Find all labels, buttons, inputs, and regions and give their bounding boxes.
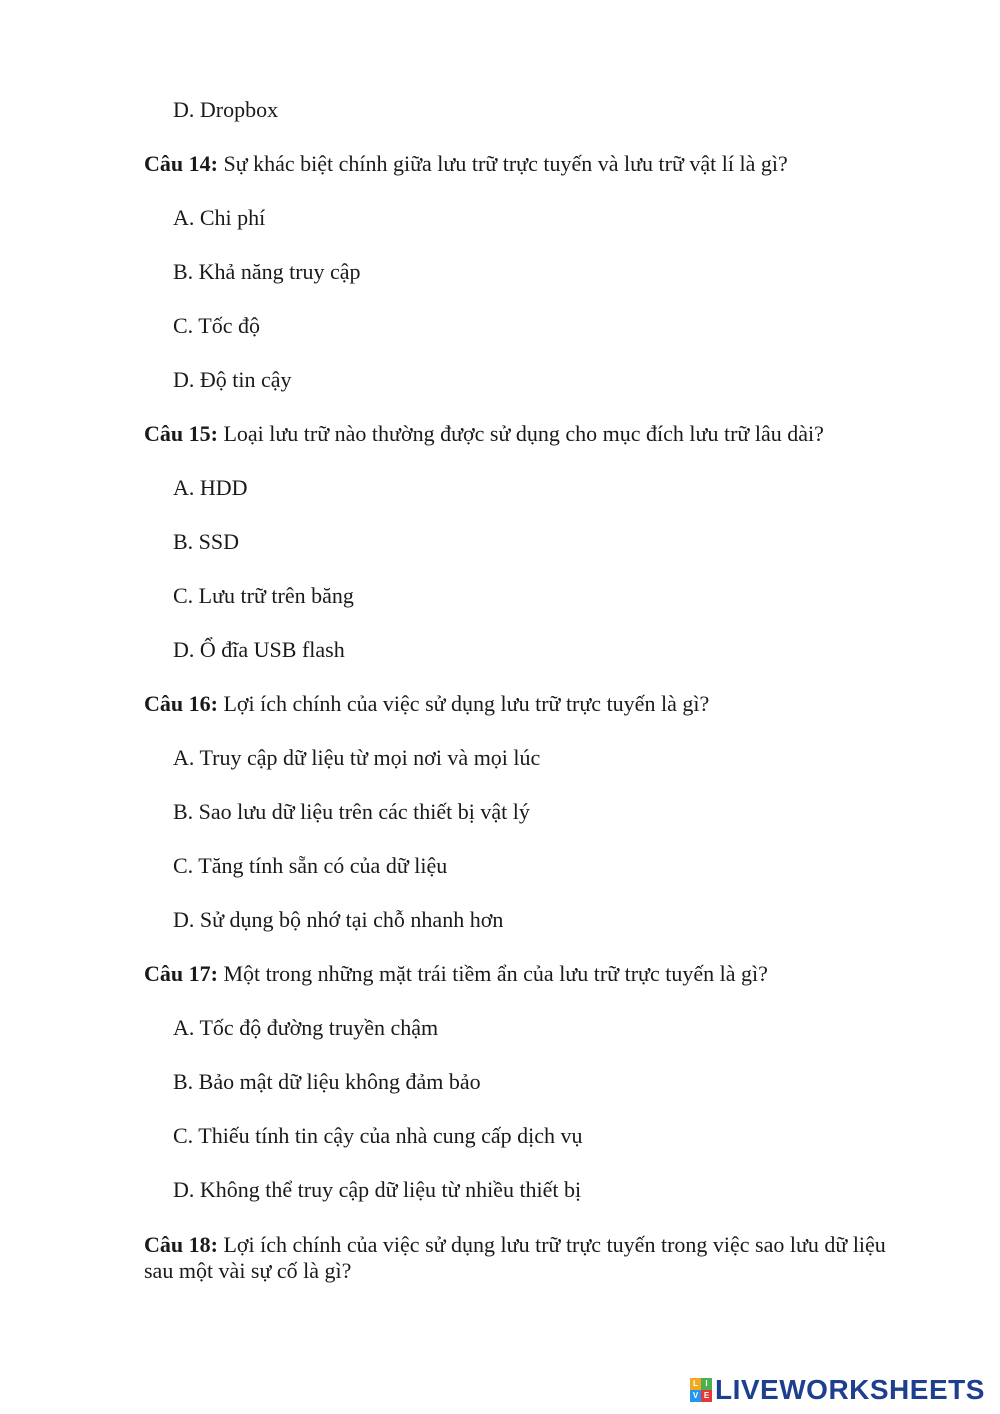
- q15-option-a: A. HDD: [173, 475, 248, 500]
- q16-option-a: A. Truy cập dữ liệu từ mọi nơi và mọi lúc: [173, 745, 541, 770]
- question-18: [144, 1232, 914, 1284]
- logo-mark-letter: I: [701, 1378, 712, 1390]
- q17-option-a: A. Tốc độ đường truyền chậm: [173, 1015, 439, 1040]
- question-15: [144, 421, 824, 447]
- q13-option-d: D. Dropbox: [173, 97, 279, 122]
- question-16: [144, 691, 709, 717]
- question-text: Lợi ích chính của việc sử dụng lưu trữ trực tuyến là gì?: [217, 691, 710, 716]
- q14-option-a: A. Chi phí: [173, 205, 266, 230]
- q16-option-b: B. Sao lưu dữ liệu trên các thiết bị vật lý: [173, 799, 530, 824]
- q17-option-d: D. Không thể truy cập dữ liệu từ nhiều thiết bị: [173, 1177, 582, 1202]
- logo-mark-icon: [690, 1378, 712, 1402]
- q14-option-c: C. Tốc độ: [173, 313, 260, 338]
- question-text: Loại lưu trữ nào thường được sử dụng cho mục đích lưu trữ lâu dài?: [217, 421, 824, 446]
- logo-mark-letter: L: [690, 1378, 701, 1390]
- q15-option-c: C. Lưu trữ trên băng: [173, 583, 354, 608]
- logo-mark-letter: E: [701, 1390, 712, 1402]
- question-number: Câu 16:: [144, 691, 218, 716]
- liveworksheets-logo: [690, 1374, 985, 1406]
- q16-option-c: C. Tăng tính sẵn có của dữ liệu: [173, 853, 448, 878]
- q15-option-d: D. Ổ đĩa USB flash: [173, 637, 345, 662]
- q14-option-b: B. Khả năng truy cập: [173, 259, 361, 284]
- question-number: Câu 15:: [144, 421, 218, 446]
- logo-mark-letter: V: [690, 1390, 701, 1402]
- question-text: Một trong những mặt trái tiềm ẩn của lưu trữ trực tuyến là gì?: [217, 961, 768, 986]
- q14-option-d: D. Độ tin cậy: [173, 367, 292, 392]
- question-text: Lợi ích chính của việc sử dụng lưu trữ trực tuyến trong việc sao lưu dữ liệu sau một vài sự cố là gì?: [144, 1232, 886, 1283]
- q17-option-c: C. Thiếu tính tin cậy của nhà cung cấp dịch vụ: [173, 1123, 583, 1148]
- question-number: Câu 18:: [144, 1232, 218, 1257]
- question-number: Câu 17:: [144, 961, 218, 986]
- logo-text: LIVEWORKSHEETS: [715, 1374, 985, 1405]
- question-number: Câu 14:: [144, 151, 218, 176]
- q15-option-b: B. SSD: [173, 529, 240, 554]
- question-14: [144, 151, 788, 177]
- q16-option-d: D. Sử dụng bộ nhớ tại chỗ nhanh hơn: [173, 907, 504, 932]
- question-17: [144, 961, 768, 987]
- question-text: Sự khác biệt chính giữa lưu trữ trực tuyến và lưu trữ vật lí là gì?: [217, 151, 788, 176]
- q17-option-b: B. Bảo mật dữ liệu không đảm bảo: [173, 1069, 481, 1094]
